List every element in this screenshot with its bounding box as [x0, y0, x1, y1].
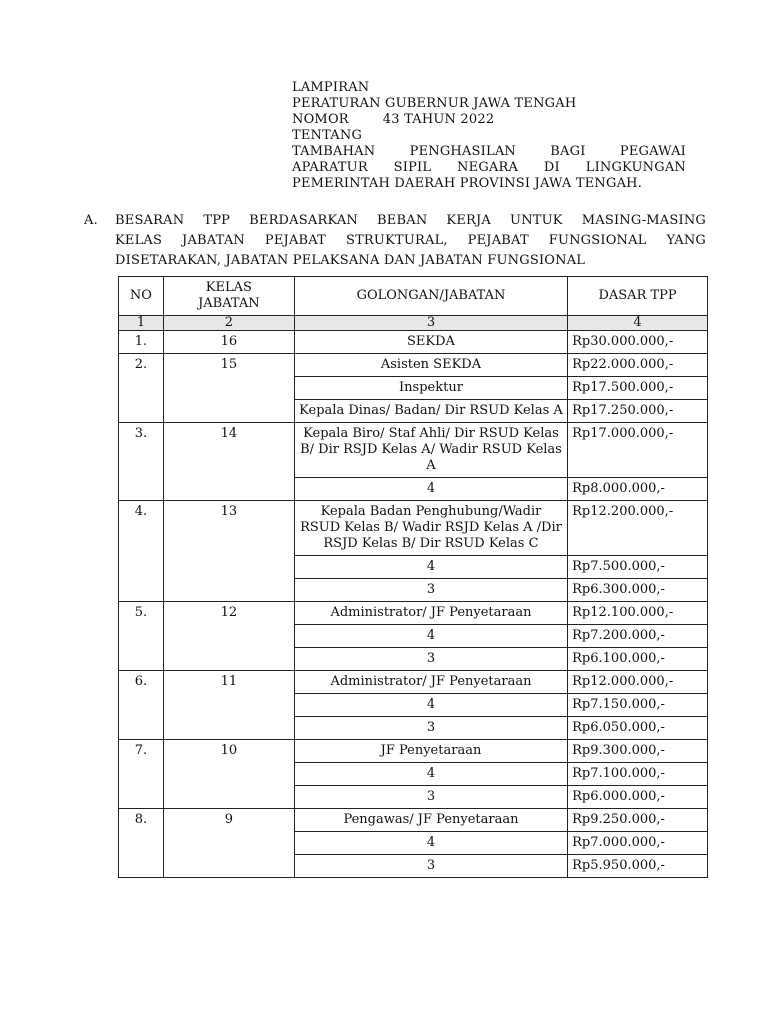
nomor-label: NOMOR	[292, 112, 349, 127]
kelas-jabatan-cell: 14	[163, 423, 294, 501]
dasar-tpp-cell: Rp17.250.000,-	[568, 400, 708, 423]
section-a	[84, 211, 706, 271]
row-number: 2.	[119, 354, 164, 423]
subject-line-3: PEMERINTAH DAERAH PROVINSI JAWA TENGAH.	[292, 176, 643, 191]
table-row	[119, 423, 708, 478]
section-heading-line-2: KELAS JABATAN PEJABAT STRUKTURAL, PEJABAT FUNGSIONAL YANG	[115, 233, 706, 248]
golongan-jabatan-cell: 4	[294, 556, 567, 579]
golongan-jabatan-cell: Inspektur	[294, 377, 567, 400]
dasar-tpp-cell: Rp12.200.000,-	[568, 501, 708, 556]
regulation-number	[292, 112, 686, 128]
golongan-jabatan-cell: 3	[294, 855, 567, 878]
dasar-tpp-cell: Rp17.000.000,-	[568, 423, 708, 478]
kelas-jabatan-cell: 12	[163, 602, 294, 671]
golongan-jabatan-cell: 4	[294, 625, 567, 648]
header-no: NO	[119, 277, 164, 316]
lampiran-header	[292, 80, 686, 192]
dasar-tpp-cell: Rp8.000.000,-	[568, 478, 708, 501]
row-number: 1.	[119, 331, 164, 354]
golongan-jabatan-cell: JF Penyetaraan	[294, 740, 567, 763]
golongan-jabatan-cell: 4	[294, 763, 567, 786]
dasar-tpp-cell: Rp7.200.000,-	[568, 625, 708, 648]
kelas-jabatan-cell: 9	[163, 809, 294, 878]
tentang-label: TENTANG	[292, 128, 363, 143]
dasar-tpp-cell: Rp12.000.000,-	[568, 671, 708, 694]
section-heading	[115, 211, 706, 271]
dasar-tpp-cell: Rp6.050.000,-	[568, 717, 708, 740]
row-number: 6.	[119, 671, 164, 740]
section-heading-line-1: BESARAN TPP BERDASARKAN BEBAN KERJA UNTUK MASING-MASING	[115, 213, 706, 228]
lampiran-label: LAMPIRAN	[292, 80, 370, 95]
column-number: 4	[568, 316, 708, 331]
row-number: 4.	[119, 501, 164, 602]
header-dasar-tpp: DASAR TPP	[568, 277, 708, 316]
dasar-tpp-cell: Rp9.300.000,-	[568, 740, 708, 763]
golongan-jabatan-cell: Pengawas/ JF Penyetaraan	[294, 809, 567, 832]
dasar-tpp-cell: Rp30.000.000,-	[568, 331, 708, 354]
row-number: 8.	[119, 809, 164, 878]
kelas-jabatan-cell: 15	[163, 354, 294, 423]
table-row	[119, 809, 708, 832]
table-row	[119, 671, 708, 694]
golongan-jabatan-cell: 3	[294, 579, 567, 602]
dasar-tpp-cell: Rp6.100.000,-	[568, 648, 708, 671]
table-row	[119, 740, 708, 763]
column-number-row	[119, 316, 708, 331]
golongan-jabatan-cell: Kepala Biro/ Staf Ahli/ Dir RSUD Kelas B/ Dir RSJD Kelas A/ Wadir RSUD Kelas A	[294, 423, 567, 478]
golongan-jabatan-cell: 4	[294, 478, 567, 501]
golongan-jabatan-cell: 3	[294, 717, 567, 740]
golongan-jabatan-cell: Kepala Dinas/ Badan/ Dir RSUD Kelas A	[294, 400, 567, 423]
kelas-jabatan-cell: 13	[163, 501, 294, 602]
kelas-jabatan-cell: 11	[163, 671, 294, 740]
dasar-tpp-cell: Rp7.100.000,-	[568, 763, 708, 786]
section-heading-line-3: DISETARAKAN, JABATAN PELAKSANA DAN JABATAN FUNGSIONAL	[115, 253, 586, 268]
golongan-jabatan-cell: Administrator/ JF Penyetaraan	[294, 671, 567, 694]
table-row	[119, 501, 708, 556]
table-row	[119, 354, 708, 377]
tpp-table	[118, 276, 708, 878]
header-kelas-jabatan: KELAS JABATAN	[163, 277, 294, 316]
dasar-tpp-cell: Rp6.300.000,-	[568, 579, 708, 602]
subject-line-2: APARATUR SIPIL NEGARA DI LINGKUNGAN	[292, 160, 686, 175]
row-number: 7.	[119, 740, 164, 809]
dasar-tpp-cell: Rp9.250.000,-	[568, 809, 708, 832]
golongan-jabatan-cell: Kepala Badan Penghubung/Wadir RSUD Kelas B/ Wadir RSJD Kelas A /Dir RSJD Kelas B/ Dir RSUD Kelas C	[294, 501, 567, 556]
table-body	[119, 331, 708, 878]
dasar-tpp-cell: Rp7.150.000,-	[568, 694, 708, 717]
dasar-tpp-cell: Rp7.500.000,-	[568, 556, 708, 579]
row-number: 5.	[119, 602, 164, 671]
dasar-tpp-cell: Rp6.000.000,-	[568, 786, 708, 809]
section-letter: A.	[84, 213, 98, 228]
golongan-jabatan-cell: Asisten SEKDA	[294, 354, 567, 377]
table-row	[119, 331, 708, 354]
table-header-row	[119, 277, 708, 316]
column-number: 3	[294, 316, 567, 331]
golongan-jabatan-cell: 3	[294, 648, 567, 671]
kelas-jabatan-cell: 10	[163, 740, 294, 809]
dasar-tpp-cell: Rp17.500.000,-	[568, 377, 708, 400]
row-number: 3.	[119, 423, 164, 501]
nomor-value: 43 TAHUN 2022	[382, 112, 495, 127]
dasar-tpp-cell: Rp7.000.000,-	[568, 832, 708, 855]
dasar-tpp-cell: Rp22.000.000,-	[568, 354, 708, 377]
dasar-tpp-cell: Rp12.100.000,-	[568, 602, 708, 625]
golongan-jabatan-cell: 4	[294, 832, 567, 855]
column-number: 1	[119, 316, 164, 331]
header-golongan-jabatan: GOLONGAN/JABATAN	[294, 277, 567, 316]
table-row	[119, 602, 708, 625]
golongan-jabatan-cell: 4	[294, 694, 567, 717]
golongan-jabatan-cell: SEKDA	[294, 331, 567, 354]
regulation-title: PERATURAN GUBERNUR JAWA TENGAH	[292, 96, 577, 111]
subject-line-1: TAMBAHAN PENGHASILAN BAGI PEGAWAI	[292, 144, 686, 159]
column-number: 2	[163, 316, 294, 331]
golongan-jabatan-cell: Administrator/ JF Penyetaraan	[294, 602, 567, 625]
golongan-jabatan-cell: 3	[294, 786, 567, 809]
dasar-tpp-cell: Rp5.950.000,-	[568, 855, 708, 878]
kelas-jabatan-cell: 16	[163, 331, 294, 354]
